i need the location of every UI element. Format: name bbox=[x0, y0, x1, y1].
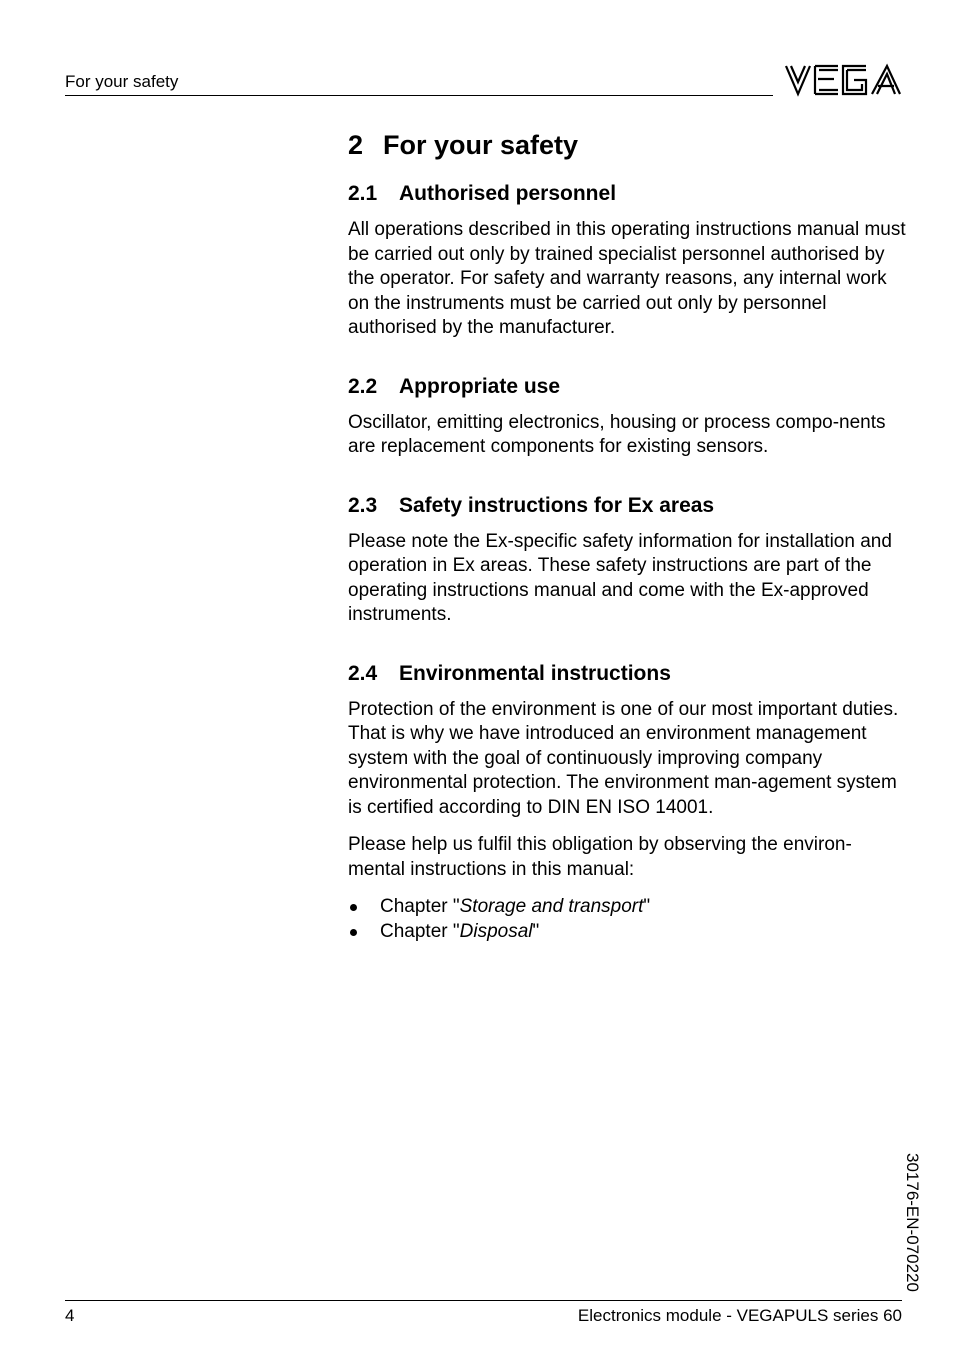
section-authorised-personnel bbox=[348, 181, 908, 341]
section-paragraph: Please note the Ex-specific safety information for installation and operation in Ex areas. These safety instructions are part of the operating instructions manual and come with the Ex-approved instruments. bbox=[348, 530, 892, 625]
running-header: For your safety bbox=[65, 72, 179, 91]
bullet-suffix: " bbox=[643, 896, 651, 917]
section-heading bbox=[348, 493, 908, 519]
section-title: Environmental instructions bbox=[399, 661, 671, 685]
section-appropriate-use bbox=[348, 374, 908, 460]
section-paragraph: Please help us fulfil this obligation by observing the environ-mental instructions in this manual: bbox=[348, 834, 852, 880]
chapter-heading bbox=[348, 128, 908, 162]
section-title: Safety instructions for Ex areas bbox=[399, 493, 715, 517]
footer-rule bbox=[65, 1300, 902, 1301]
chapter-number: 2 bbox=[348, 130, 364, 160]
main-content bbox=[348, 128, 908, 977]
vega-logo bbox=[784, 62, 902, 98]
chapter-title: For your safety bbox=[383, 130, 579, 160]
chapter-reference: Disposal bbox=[459, 920, 533, 942]
section-number: 2.4 bbox=[348, 661, 378, 685]
section-title: Appropriate use bbox=[399, 374, 561, 398]
chapter-reference: Storage and transport bbox=[459, 896, 644, 917]
section-paragraph: Oscillator, emitting electronics, housing or process compo-nents are replacement components for existing sensors. bbox=[348, 411, 886, 457]
list-item bbox=[348, 895, 908, 920]
section-ex-areas bbox=[348, 493, 908, 628]
section-number: 2.2 bbox=[348, 374, 378, 398]
section-heading bbox=[348, 661, 908, 687]
bullet-prefix: Chapter " bbox=[380, 920, 460, 942]
footer-document-title: Electronics module - VEGAPULS series 60 bbox=[577, 1306, 902, 1325]
bullet-prefix: Chapter " bbox=[380, 896, 460, 917]
section-environmental bbox=[348, 661, 908, 945]
section-paragraph: All operations described in this operating instructions manual must be carried out only by trained specialist personnel authorised by the operator. For safety and warranty reasons, any internal work on the instruments must be carried out only by personnel authorised by the manufacturer. bbox=[348, 219, 906, 338]
section-number: 2.1 bbox=[348, 182, 378, 205]
header-rule bbox=[65, 95, 773, 96]
bullet-suffix: " bbox=[532, 920, 540, 942]
section-title: Authorised personnel bbox=[399, 182, 617, 205]
section-heading bbox=[348, 181, 908, 207]
section-number: 2.3 bbox=[348, 493, 378, 517]
document-number: 30176-EN-070220 bbox=[903, 1153, 922, 1292]
bullet-list bbox=[348, 895, 908, 944]
list-item bbox=[348, 920, 908, 945]
section-paragraph: Protection of the environment is one of our most important duties. That is why we have introduced an environment management system with the goal of continuously improving company environmental protection. The environment man-agement system is certified according to DIN EN ISO 14001. bbox=[348, 698, 899, 818]
page-number: 4 bbox=[65, 1306, 75, 1325]
section-heading bbox=[348, 374, 908, 400]
